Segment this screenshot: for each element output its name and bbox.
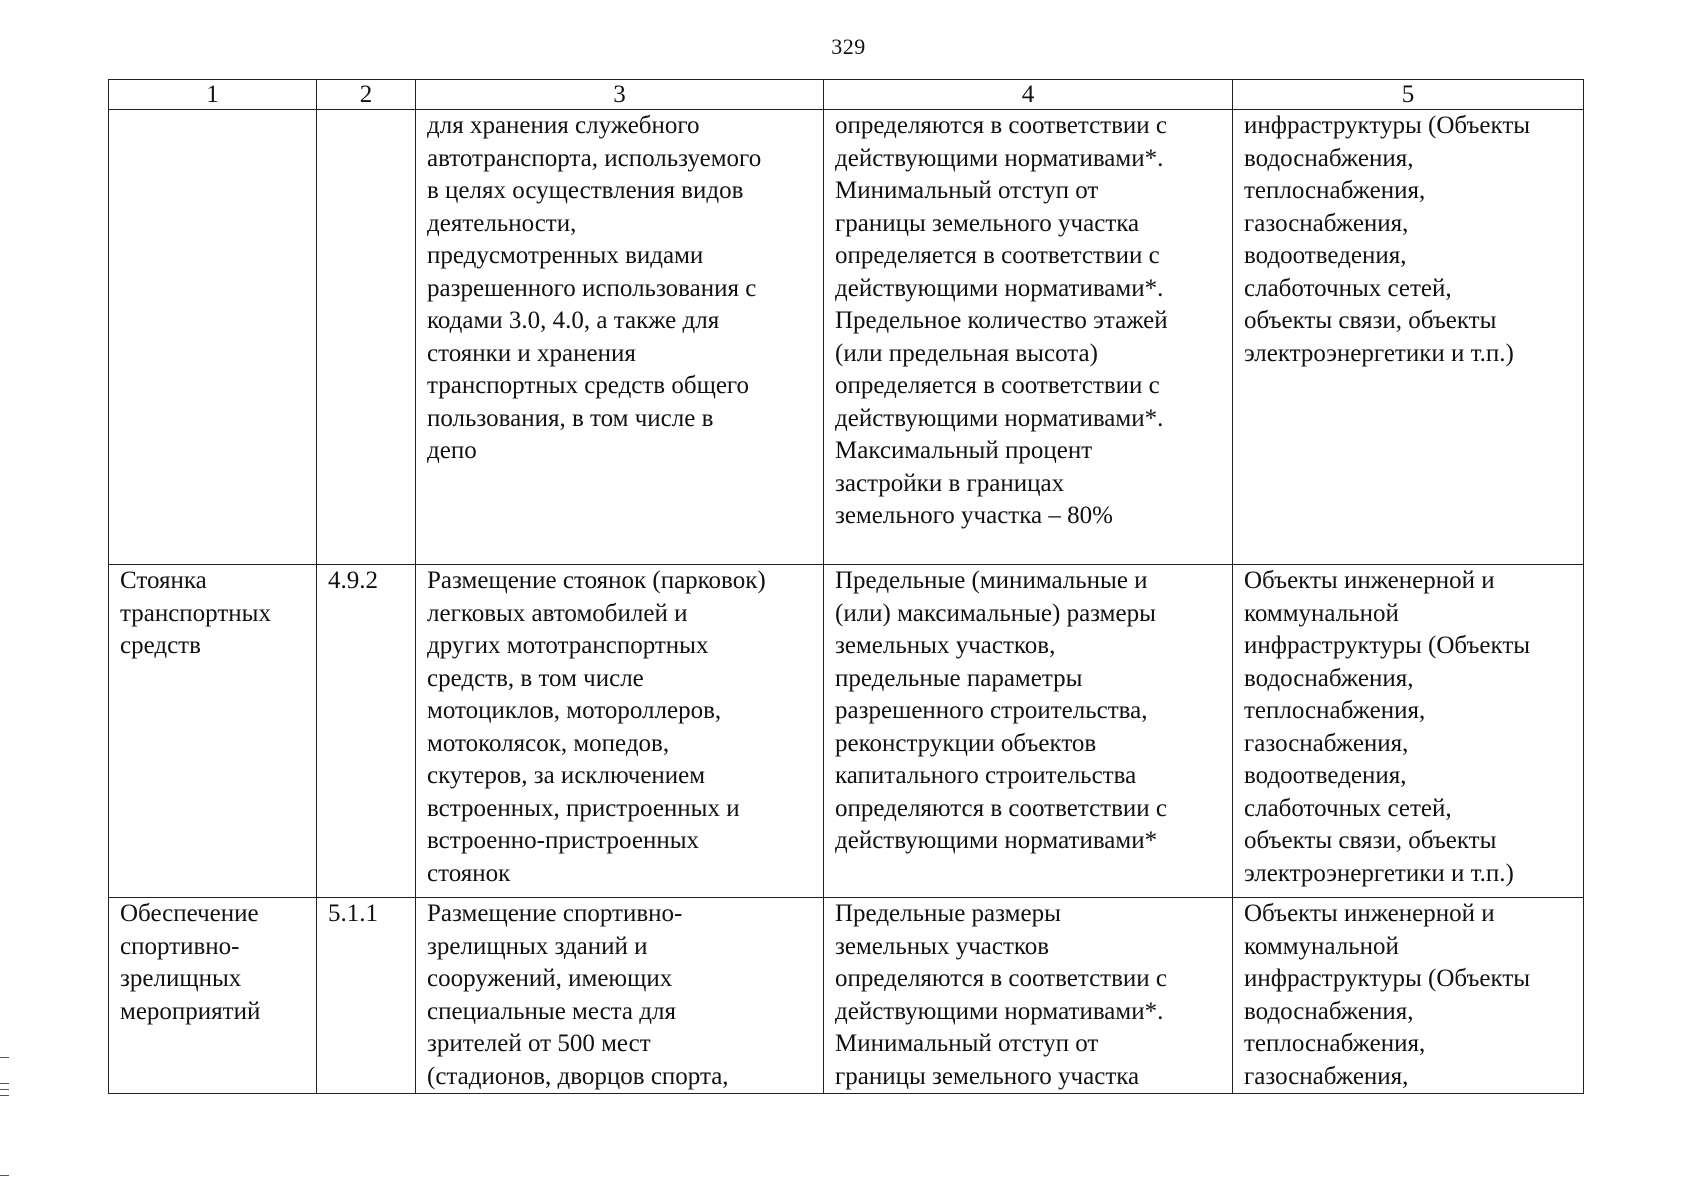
table-header-row [109, 80, 1584, 110]
use-parameters: Предельные (минимальные и (или) максимальные) размеры земельных участков, предельные параметры разрешенного строительства, реконструкции объектов капитального строительства определяются в соответствии с действующими нормативами* [835, 567, 1168, 854]
use-code-cell [317, 565, 416, 898]
land-use-table [108, 79, 1584, 1094]
use-parameters-cell [824, 898, 1233, 1094]
auxiliary-uses: Объекты инженерной и коммунальной инфраструктуры (Объекты водоснабжения, теплоснабжения, газоснабжения, водоотведения, слаботочных сетей, объекты связи, объекты электроэнергетики и т.п.) [1244, 567, 1531, 887]
table-row [109, 565, 1584, 898]
use-description-cell [416, 565, 824, 898]
use-description: Размещение стоянок (парковок) легковых автомобилей и других мототранспортных средств, в том числе мотоциклов, мотороллеров, мотоколясок, мопедов, скутеров, за исключением встроенных, пристроенных и встроенно-пристроенных стоянок [427, 567, 766, 887]
use-code-cell [317, 898, 416, 1094]
scan-margin-mark [0, 1089, 9, 1090]
page-number: 329 [831, 34, 866, 59]
use-parameters: определяются в соответствии с действующими нормативами*. Минимальный отступ от границы земельного участка определяется в соответствии с действующими нормативами*. Предельное количество этажей (или предельная высота) определяется в соответствии с действующими нормативами*. Максимальный процент застройки в границах земельного участка – 80% [835, 112, 1168, 529]
use-code: 4.9.2 [328, 567, 378, 594]
use-parameters-cell [824, 110, 1233, 565]
use-name-cell [109, 110, 317, 565]
use-description-cell [416, 898, 824, 1094]
table-row [109, 110, 1584, 565]
use-code-cell [317, 110, 416, 565]
use-description-cell [416, 110, 824, 565]
use-description: для хранения служебного автотранспорта, используемого в целях осуществления видов деятельности, предусмотренных видами разрешенного использования с кодами 3.0, 4.0, а также для стоянки и хранения транспортных средств общего пользования, в том числе в депо [427, 112, 762, 464]
use-parameters: Предельные размеры земельных участков определяются в соответствии с действующими нормативами*. Минимальный отступ от границы земельного участка [835, 900, 1168, 1090]
table-row [109, 898, 1584, 1094]
column-header-3: 3 [416, 80, 824, 110]
column-header-2: 2 [317, 80, 416, 110]
auxiliary-uses-cell [1233, 898, 1584, 1094]
use-code: 5.1.1 [328, 900, 378, 927]
auxiliary-uses-cell [1233, 565, 1584, 898]
use-name-cell [109, 898, 317, 1094]
auxiliary-uses: Объекты инженерной и коммунальной инфраструктуры (Объекты водоснабжения, теплоснабжения, газоснабжения, [1244, 900, 1531, 1090]
use-parameters-cell [824, 565, 1233, 898]
column-header-1: 1 [109, 80, 317, 110]
use-description: Размещение спортивно- зрелищных зданий и сооружений, имеющих специальные места для зрителей от 500 мест (стадионов, дворцов спорта, [427, 900, 729, 1090]
column-header-5: 5 [1233, 80, 1584, 110]
auxiliary-uses-cell [1233, 110, 1584, 565]
auxiliary-uses: инфраструктуры (Объекты водоснабжения, теплоснабжения, газоснабжения, водоотведения, слаботочных сетей, объекты связи, объекты электроэнергетики и т.п.) [1244, 112, 1531, 367]
use-name: Обеспечение спортивно- зрелищных мероприятий [120, 900, 261, 1025]
scan-margin-mark [0, 1057, 9, 1058]
scan-margin-mark [0, 1175, 9, 1176]
scan-margin-mark [0, 1083, 9, 1084]
column-header-4: 4 [824, 80, 1233, 110]
use-name: Стоянка транспортных средств [120, 567, 271, 659]
use-name-cell [109, 565, 317, 898]
scan-margin-mark [0, 1095, 9, 1096]
